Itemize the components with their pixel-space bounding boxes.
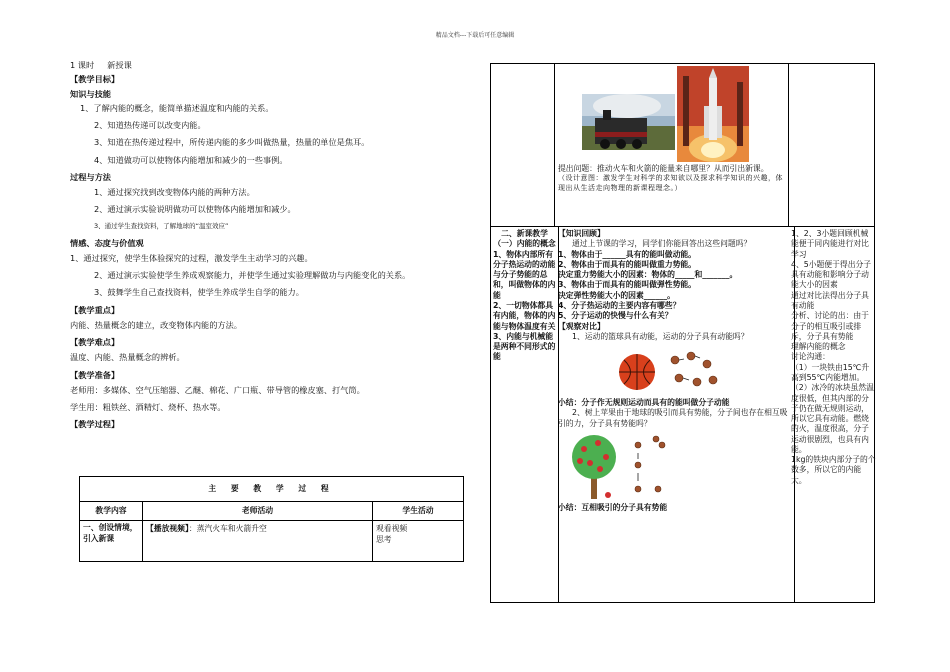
basketball-molecules-figure: [613, 342, 733, 398]
knowledge-item: 1、了解内能的概念，能简单描述温度和内能的关系。: [80, 102, 274, 113]
process-table-row: [80, 521, 463, 561]
col-student-header: 学生活动: [402, 506, 434, 515]
row1-col-teacher: [555, 64, 789, 226]
process-item: 2、通过演示实验说明做功可以使物体内能增加和减少。: [94, 204, 296, 215]
content-point: 2、一切物体都具有内能，物体的内能与物体温度有关: [493, 300, 556, 331]
student-note: （2）冰冷的冰块虽然温度很低，但其内部的分子仍在做无规则运动，所以它具有动能。燃烧的火，温度很高，分子运动很剧烈，也具有内能。: [791, 383, 874, 454]
row1-col-content: [491, 64, 555, 226]
student-note: 通过对比法得出分子具有动能: [791, 290, 869, 310]
review-tag: 【知识回顾】: [558, 229, 605, 238]
right-table-row-2: [491, 227, 874, 602]
train-rocket-images: [555, 66, 788, 162]
right-table: [490, 63, 875, 603]
review-item: 3、物体由于而具有的能叫做弹性势能。: [558, 280, 696, 290]
video-tag: 【播放视频】: [146, 524, 189, 533]
process-table-title: 主 要 教 学 过 程: [80, 477, 463, 502]
student-materials: 学生用：粗铁丝、酒精灯、烧杯、热水等。: [70, 402, 226, 413]
attracting-molecules-icon: [635, 436, 665, 492]
row1-teacher-text: [555, 162, 788, 195]
content-point: 3、内能与机械能是两种不同形式的能: [493, 331, 556, 362]
difficulties-text: 温度、内能、热量概念的辨析。: [70, 352, 185, 363]
row1-teacher: [143, 521, 373, 561]
row2-col-teacher: [555, 227, 795, 602]
row2-col-student: [789, 227, 878, 602]
period-label: 1 课时: [70, 60, 95, 70]
rocket-launch-image: [677, 66, 749, 162]
attitude-item: 1、通过探究，使学生体验探究的过程，激发学生主动学习的兴趣。: [70, 252, 313, 263]
review-item: 决定弹性势能大小的因素______。: [558, 290, 675, 300]
review-item: 决定重力势能大小的因素：物体的_____和_______。: [558, 270, 738, 280]
process-item: 1、通过探究找到改变物体内能的两种方法。: [94, 187, 255, 197]
attitude-item: 2、通过演示实验使学生养成观察能力，并使学生通过实验理解做功与内能变化的关系。: [94, 270, 411, 281]
driving-question: 提出问题：推动火车和火箭的能量来自哪里？从而引出新课。: [558, 164, 769, 173]
lesson-info: [70, 60, 470, 70]
row2-col-content: [491, 227, 559, 602]
review-intro: 通过上节课的学习，同学们你能回答出这些问题吗？: [572, 239, 752, 249]
apple-tree-icon: [572, 435, 616, 499]
attitude-item: 3、鼓舞学生自己查找资料，使学生养成学生自学的能力。: [94, 287, 304, 298]
observe-tag: 【观察对比】: [558, 321, 605, 331]
content-point: 1、物体内部所有分子热运动的动能与分子势能的总和，叫做物体的内能: [493, 249, 556, 300]
video-desc: ：蒸汽火车和火箭升空: [188, 524, 267, 533]
right-table-row-1: [491, 64, 874, 227]
review-item: 5、分子运动的快慢与什么有关？: [558, 311, 673, 321]
review-item: 4、分子热运动的主要内容有哪些？: [558, 300, 681, 310]
knowledge-item: 4、知道做功可以使物体内能增加和减少的一些事例。: [94, 154, 288, 165]
knowledge-heading: 知识与技能: [70, 88, 111, 99]
row1-student: [373, 521, 463, 561]
objectives-heading: 【教学目标】: [70, 74, 120, 85]
row1-content: 一、创设情境，引入新课: [80, 521, 143, 561]
steam-train-image: [582, 94, 675, 150]
process-table-header: [80, 502, 463, 521]
col-content-header: 教学内容: [80, 502, 143, 520]
student-note: 1、2、3小题回顾机械能便于同内能进行对比学习: [791, 229, 869, 259]
process-heading: 【教学过程】: [70, 419, 120, 430]
review-item: 1、物体由于______具有的能叫做动能。: [558, 249, 696, 259]
key-points-text: 内能、热量概念的建立，改变物体内能的方法。: [70, 319, 242, 330]
difficulties-heading: 【教学难点】: [70, 337, 120, 348]
moving-molecules-icon: [671, 352, 717, 386]
lesson-plan-left: [70, 60, 470, 430]
student-note: 理解内能的概念: [791, 342, 846, 352]
basketball-icon: [619, 354, 655, 390]
row1-col-student: [789, 64, 874, 226]
document-header: 精品文档---下载后可任意编辑: [435, 32, 515, 39]
student-note: （1）一块铁由15℃升高到55℃内能增加。: [791, 362, 870, 382]
design-intent: （设计意图：激发学生对科学的求知欲以及探求科学知识的兴趣，体现出从生活走向物理的新课程理念。）: [558, 174, 783, 192]
knowledge-item: 3、知道在热传递过程中，所传递内能的多少叫做热量，热量的单位是焦耳。: [94, 137, 370, 148]
student-note: 1kg的铁块内部分子的个数多，所以它的内能大。: [791, 455, 876, 485]
apple-tree-figure: [568, 431, 688, 501]
process-item: 3、通过学生查找资料，了解地球的“温室效应”: [94, 221, 229, 230]
student-note: 分析、讨论的出：由于分子的相互吸引或排斥，分子具有势能: [791, 311, 869, 341]
key-points-heading: 【教学重点】: [70, 304, 120, 315]
preparation-heading: 【教学准备】: [70, 369, 120, 380]
review-item: 2、物体由于而具有的能叫做重力势能。: [558, 259, 696, 269]
observe-question-2: 2、树上苹果由于地球的吸引而具有势能，分子间也存在相互吸引的力，分子具有势能吗？: [558, 408, 788, 428]
summary-1: 小结：分子作无规则运动而具有的能叫做分子动能: [558, 398, 730, 408]
observe-question-1: 1、运动的篮球具有动能，运动的分子具有动能吗？: [572, 331, 749, 341]
process-table: [79, 476, 464, 562]
student-activity: 思考: [376, 535, 392, 544]
attitude-heading: 情感、态度与价值观: [70, 237, 144, 248]
process-method-heading: 过程与方法: [70, 171, 111, 182]
student-activity: 观看视频: [376, 524, 408, 533]
student-note: 讨论沟通：: [791, 352, 830, 362]
teacher-materials: 老师用：多媒体、空气压缩器、乙醚、棉花、广口瓶、带导管的橡皮塞、打气筒。: [70, 384, 365, 395]
knowledge-item: 2、知道热传递可以改变内能。: [94, 120, 206, 130]
student-note: 4、5小题便于得出分子具有动能和影响分子动能大小的因素: [791, 259, 872, 290]
summary-2: 小结：互相吸引的分子具有势能: [558, 502, 668, 512]
col-teacher-header: 老师活动: [143, 502, 373, 520]
section-title: 二、新课教学（一）内能的概念: [493, 229, 556, 249]
type-label: 新授课: [107, 60, 132, 70]
